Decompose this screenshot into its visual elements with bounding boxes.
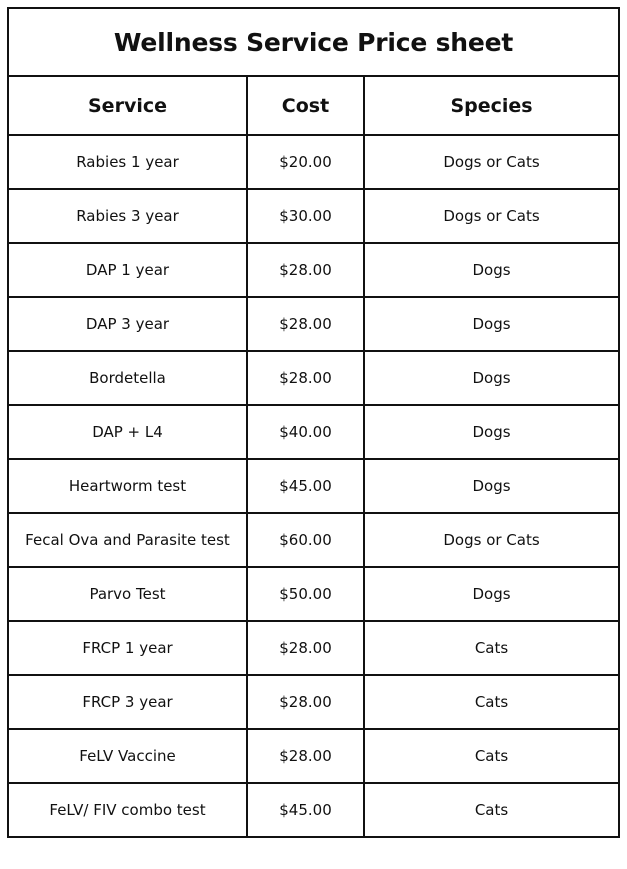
table-row bbox=[8, 135, 619, 189]
cost-cell: $28.00 bbox=[247, 621, 364, 675]
species-cell: Dogs bbox=[364, 405, 619, 459]
page-title: Wellness Service Price sheet bbox=[8, 8, 619, 76]
species-cell: Dogs or Cats bbox=[364, 189, 619, 243]
table-row bbox=[8, 243, 619, 297]
table-row bbox=[8, 297, 619, 351]
header-row bbox=[8, 76, 619, 135]
cost-cell: $28.00 bbox=[247, 297, 364, 351]
service-cell: DAP 3 year bbox=[8, 297, 247, 351]
service-cell: FeLV Vaccine bbox=[8, 729, 247, 783]
cost-cell: $30.00 bbox=[247, 189, 364, 243]
species-cell: Dogs or Cats bbox=[364, 513, 619, 567]
table-row bbox=[8, 729, 619, 783]
species-cell: Dogs bbox=[364, 351, 619, 405]
species-cell: Dogs bbox=[364, 459, 619, 513]
cost-cell: $40.00 bbox=[247, 405, 364, 459]
price-sheet-table bbox=[7, 7, 620, 838]
service-cell: Heartworm test bbox=[8, 459, 247, 513]
service-cell: FRCP 3 year bbox=[8, 675, 247, 729]
species-cell: Dogs bbox=[364, 297, 619, 351]
species-cell: Dogs bbox=[364, 243, 619, 297]
service-cell: Parvo Test bbox=[8, 567, 247, 621]
service-cell: FeLV/ FIV combo test bbox=[8, 783, 247, 837]
species-cell: Cats bbox=[364, 621, 619, 675]
service-cell: Bordetella bbox=[8, 351, 247, 405]
cost-cell: $28.00 bbox=[247, 351, 364, 405]
service-cell: DAP + L4 bbox=[8, 405, 247, 459]
cost-cell: $50.00 bbox=[247, 567, 364, 621]
column-header-species: Species bbox=[364, 76, 619, 135]
service-cell: FRCP 1 year bbox=[8, 621, 247, 675]
service-cell: DAP 1 year bbox=[8, 243, 247, 297]
cost-cell: $45.00 bbox=[247, 783, 364, 837]
species-cell: Cats bbox=[364, 783, 619, 837]
table-row bbox=[8, 189, 619, 243]
species-cell: Cats bbox=[364, 675, 619, 729]
cost-cell: $45.00 bbox=[247, 459, 364, 513]
cost-cell: $28.00 bbox=[247, 243, 364, 297]
cost-cell: $20.00 bbox=[247, 135, 364, 189]
table-row bbox=[8, 783, 619, 837]
table-row bbox=[8, 513, 619, 567]
species-cell: Dogs bbox=[364, 567, 619, 621]
service-cell: Fecal Ova and Parasite test bbox=[8, 513, 247, 567]
column-header-cost: Cost bbox=[247, 76, 364, 135]
table-row bbox=[8, 675, 619, 729]
cost-cell: $28.00 bbox=[247, 729, 364, 783]
table-row bbox=[8, 567, 619, 621]
table-row bbox=[8, 405, 619, 459]
table-row bbox=[8, 459, 619, 513]
species-cell: Dogs or Cats bbox=[364, 135, 619, 189]
cost-cell: $60.00 bbox=[247, 513, 364, 567]
table-row bbox=[8, 621, 619, 675]
service-cell: Rabies 1 year bbox=[8, 135, 247, 189]
service-cell: Rabies 3 year bbox=[8, 189, 247, 243]
species-cell: Cats bbox=[364, 729, 619, 783]
table-row bbox=[8, 351, 619, 405]
column-header-service: Service bbox=[8, 76, 247, 135]
title-row bbox=[8, 8, 619, 76]
cost-cell: $28.00 bbox=[247, 675, 364, 729]
